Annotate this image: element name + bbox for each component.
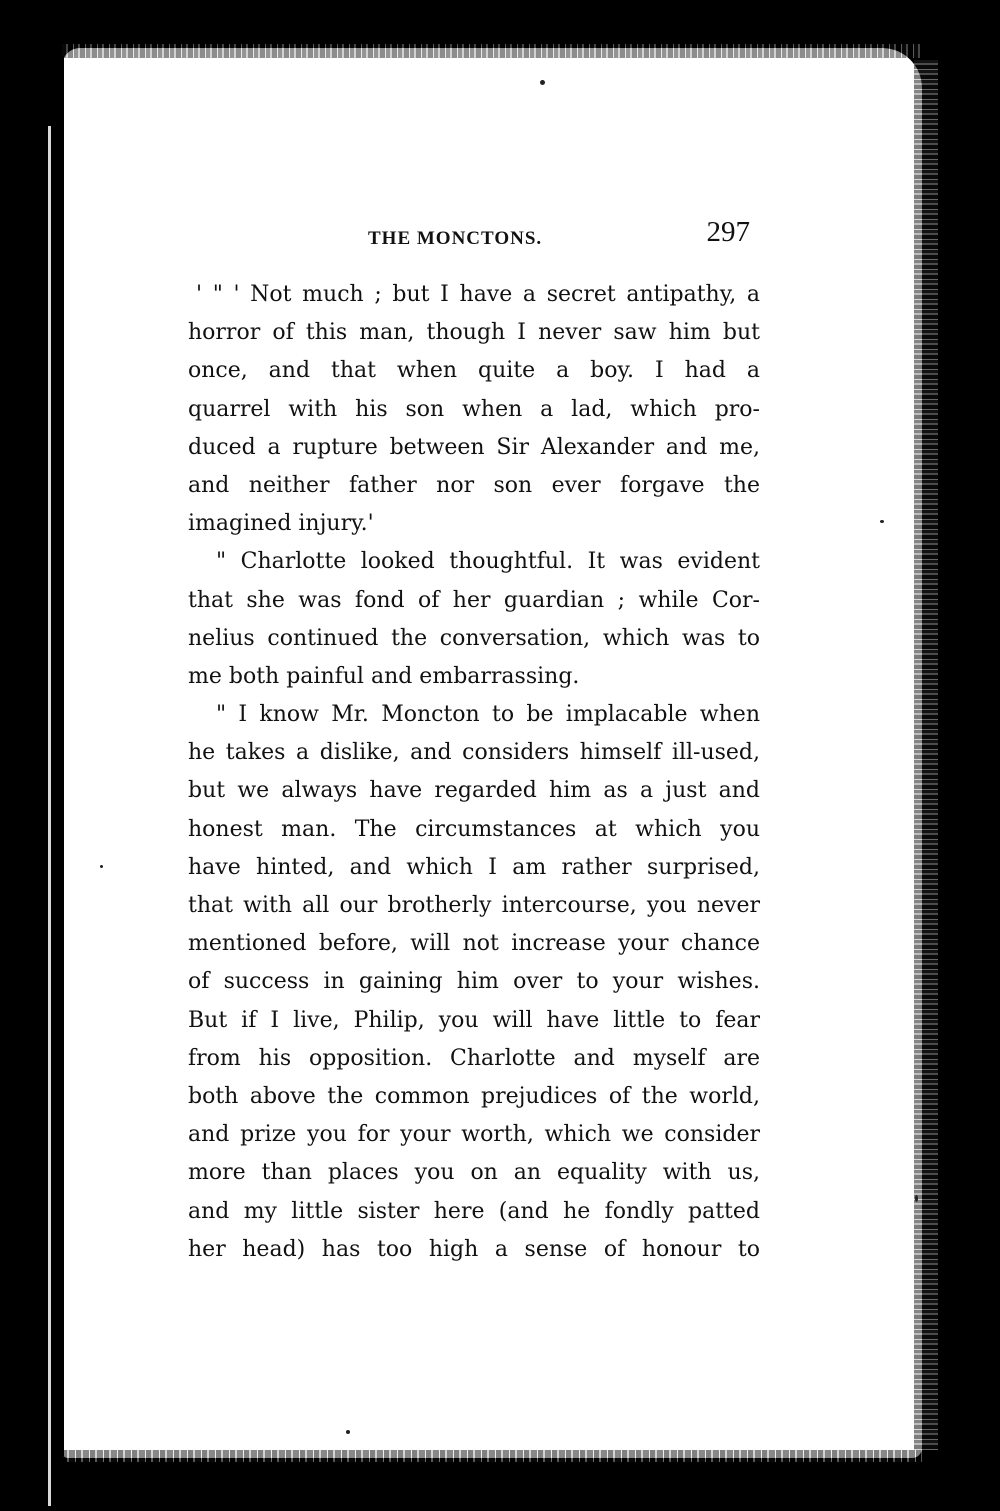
text-line: but we always have regarded him as a just and: [188, 778, 760, 804]
text-line: that with all our brotherly intercourse, you never: [188, 893, 760, 918]
text-line: duced a rupture between Sir Alexander and me,: [188, 434, 760, 460]
text-line: me both painful and embarrassing.: [188, 663, 580, 689]
page-number: 297: [706, 216, 750, 248]
text-line: honest man. The circumstances at which you: [188, 816, 760, 842]
page-right-edge: [914, 60, 938, 1450]
text-line: mentioned before, will not increase your chance: [188, 931, 760, 957]
text-line: once, and that when quite a boy. I had a: [188, 358, 760, 384]
page-bottom-edge: [62, 1450, 922, 1462]
text-line: that she was fond of her guardian ; while Cor-: [188, 587, 760, 613]
binding-gutter: [40, 56, 64, 1456]
text-line: horror of this man, though I never saw him but: [188, 320, 760, 346]
page-top-edge: [62, 44, 922, 58]
text-line: imagined injury.': [188, 511, 374, 537]
text-line: more than places you on an equality with us,: [188, 1160, 760, 1186]
text-line: ' " ' Not much ; but I have a secret antipathy, a: [196, 282, 760, 307]
scan-speck: [346, 1430, 350, 1434]
scan-speck: [540, 80, 545, 85]
text-line: he takes a dislike, and considers himself ill-used,: [188, 740, 760, 766]
scan-speck: [880, 520, 884, 523]
text-line: both above the common prejudices of the world,: [188, 1083, 760, 1109]
scan-speck: [915, 1195, 918, 1202]
text-line: nelius continued the conversation, which was to: [188, 625, 760, 651]
text-line: from his opposition. Charlotte and myself are: [188, 1045, 760, 1071]
gutter-highlight: [48, 126, 51, 1506]
text-line: But if I live, Philip, you will have little to fear: [188, 1007, 760, 1033]
scan-speck: [100, 865, 103, 868]
text-line: have hinted, and which I am rather surprised,: [188, 854, 760, 880]
text-line: and my little sister here (and he fondly patted: [188, 1198, 760, 1224]
body-text: [188, 276, 760, 1269]
running-header: [188, 214, 758, 254]
text-line: " I know Mr. Moncton to be implacable when: [216, 702, 760, 728]
running-title: THE MONCTONS.: [368, 228, 543, 249]
text-line: quarrel with his son when a lad, which pro-: [188, 396, 760, 422]
text-line: and prize you for your worth, which we consider: [188, 1122, 760, 1148]
text-line: " Charlotte looked thoughtful. It was evident: [216, 549, 760, 575]
text-line: her head) has too high a sense of honour to: [188, 1236, 760, 1262]
text-line: and neither father nor son ever forgave the: [188, 472, 760, 498]
text-line: of success in gaining him over to your wishes.: [188, 969, 760, 995]
